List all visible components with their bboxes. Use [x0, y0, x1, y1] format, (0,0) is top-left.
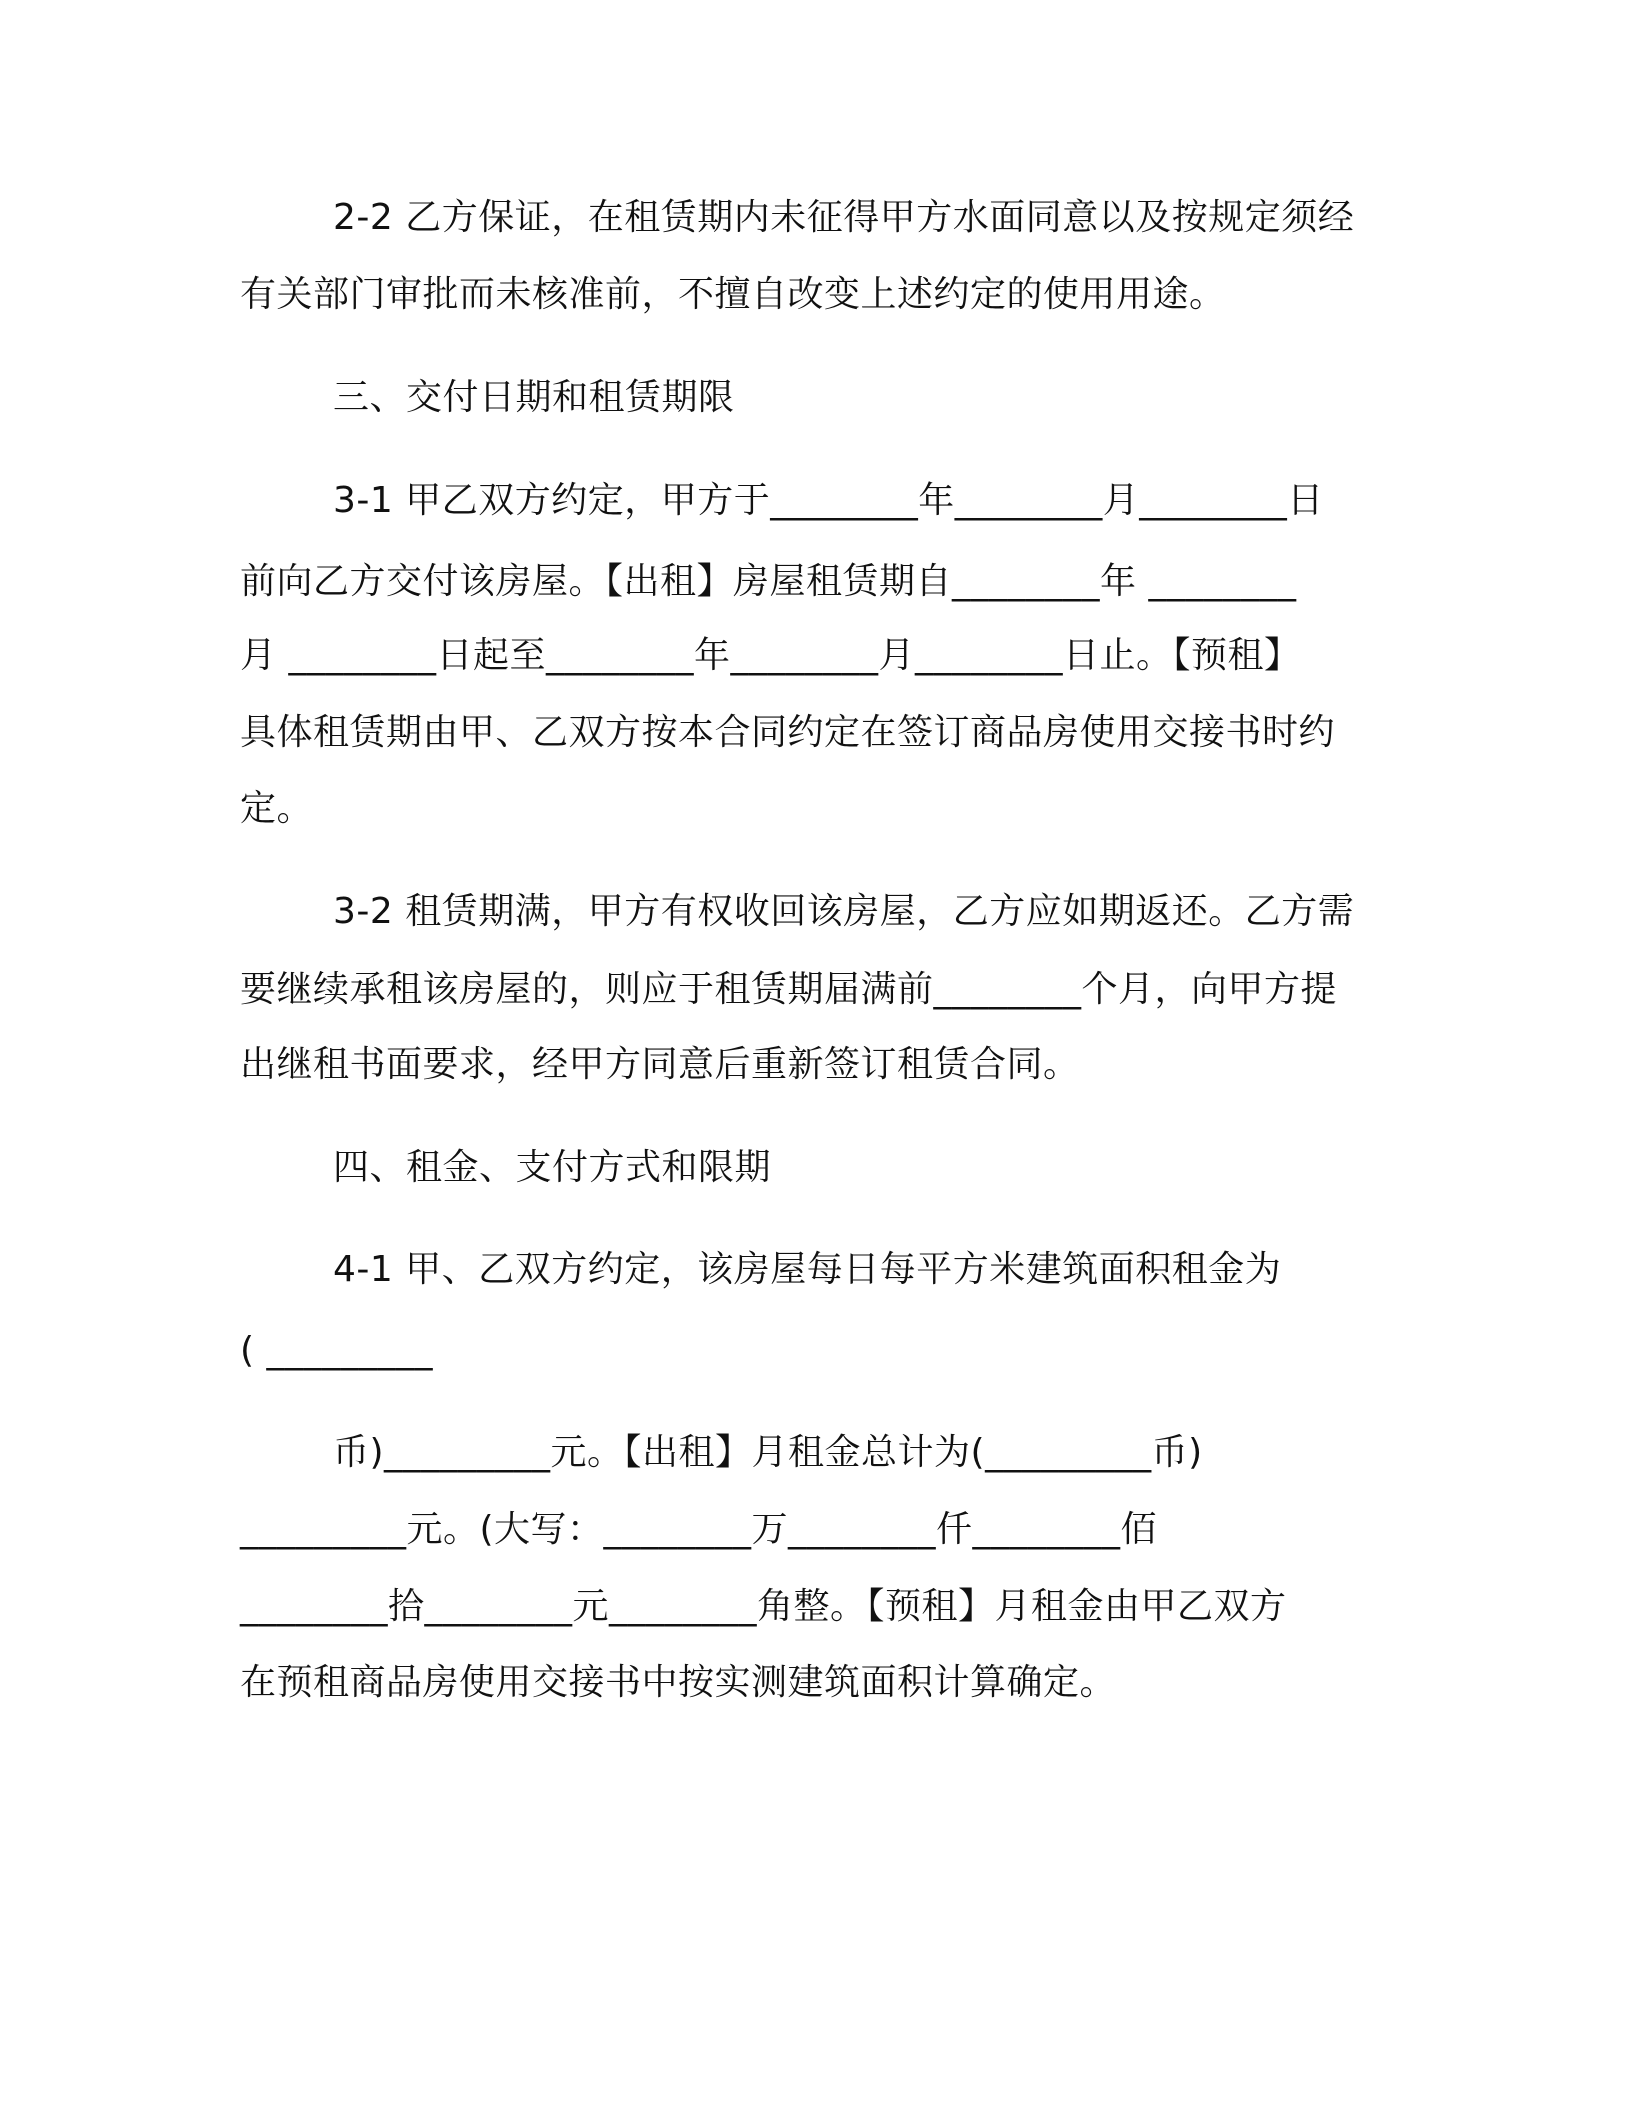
clause-4-1-line-6: 在预租商品房使用交接书中按实测建筑面积计算确定。 — [240, 1662, 1117, 1703]
clause-2-2-line-1: 2-2 乙方保证，在租赁期内未征得甲方水面同意以及按规定须经 — [333, 197, 1355, 238]
clause-4-1-line-5: ________拾________元________角整。【预租】月租金由甲乙双方 — [240, 1586, 1287, 1627]
clause-4-1-line-1: 4-1 甲、乙双方约定，该房屋每日每平方米建筑面积租金为 — [333, 1249, 1282, 1290]
clause-3-2-line-1: 3-2 租赁期满，甲方有权收回该房屋，乙方应如期返还。乙方需 — [333, 891, 1355, 932]
section-heading-4: 四、租金、支付方式和限期 — [333, 1147, 772, 1188]
clause-3-1-line-3: 月 ________日起至________年________月________日止。【预租】 — [240, 635, 1301, 676]
clause-3-2-line-3: 出继租书面要求，经甲方同意后重新签订租赁合同。 — [240, 1044, 1080, 1085]
clause-3-2-line-2: 要继续承租该房屋的，则应于租赁期届满前________个月，向甲方提 — [240, 969, 1338, 1010]
clause-2-2-line-2: 有关部门审批而未核准前，不擅自改变上述约定的使用用途。 — [240, 274, 1226, 315]
clause-3-1-line-4: 具体租赁期由甲、乙双方按本合同约定在签订商品房使用交接书时约 — [240, 712, 1336, 753]
clause-3-1-line-2: 前向乙方交付该房屋。【出租】房屋租赁期自________年 ________ — [240, 561, 1297, 602]
section-heading-3: 三、交付日期和租赁期限 — [333, 377, 735, 418]
clause-4-1-line-4: _________元。(大写：________万________仟________佰 — [240, 1509, 1158, 1550]
clause-4-1-line-2: ( _________ — [240, 1330, 433, 1371]
clause-3-1-line-5: 定。 — [240, 788, 314, 829]
clause-4-1-line-3: 币)_________元。【出租】月租金总计为(_________币) — [333, 1432, 1203, 1473]
clause-3-1-line-1: 3-1 甲乙双方约定，甲方于________年________月________日 — [333, 480, 1324, 521]
